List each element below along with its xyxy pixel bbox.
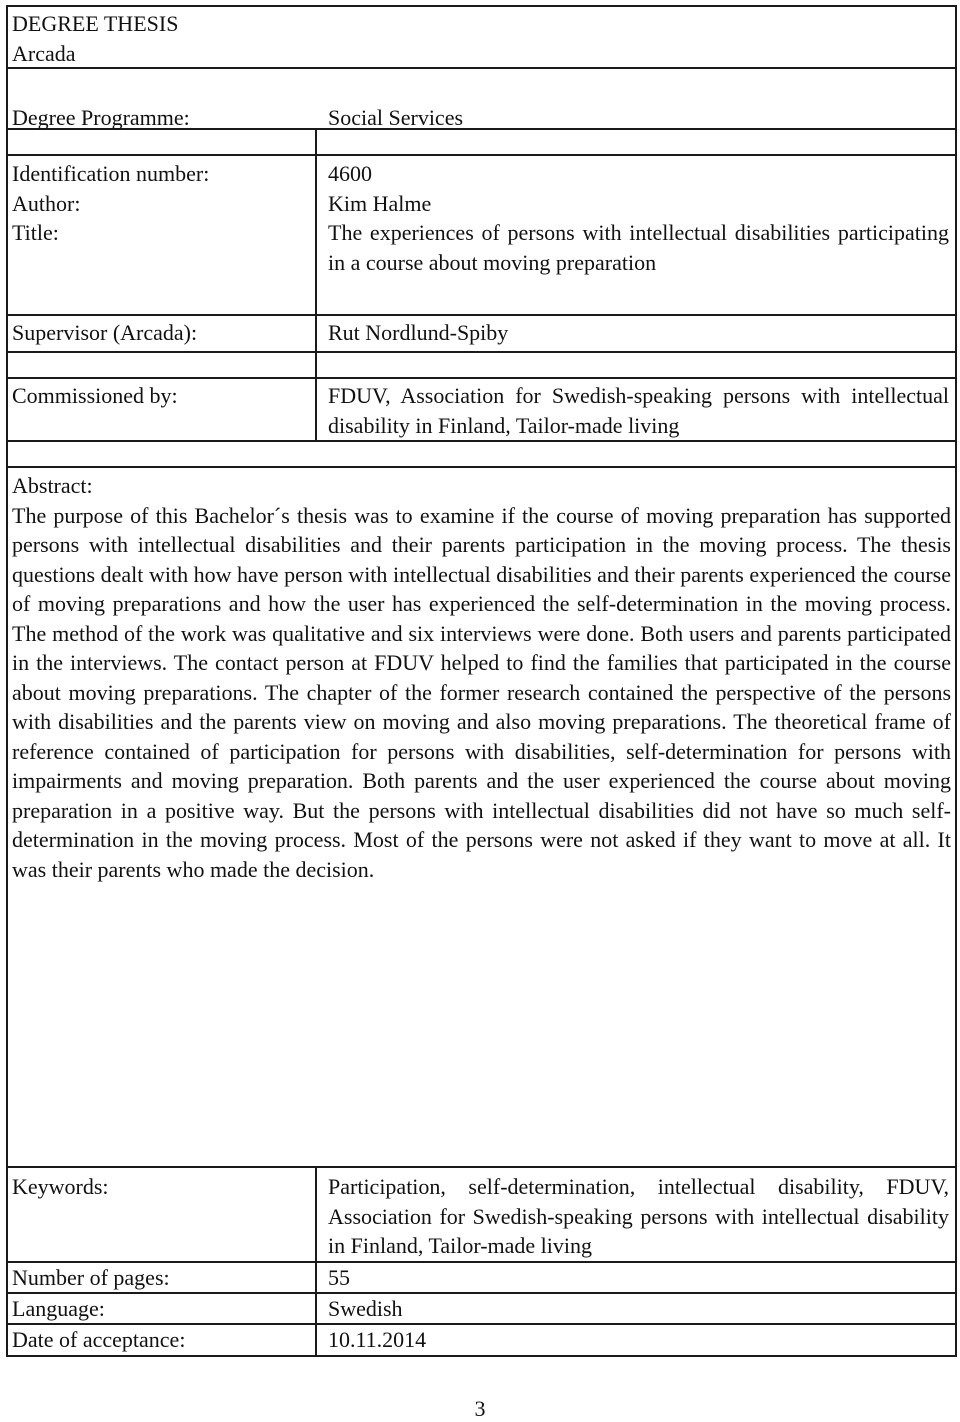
language-label: Language: (12, 1296, 105, 1321)
institution-name: Arcada (12, 40, 76, 66)
commissioned-row (8, 379, 955, 442)
keywords-label: Keywords: (12, 1174, 109, 1199)
spacer-row (8, 353, 955, 379)
acceptance-label: Date of acceptance: (12, 1327, 186, 1352)
identification-value: 4600 (328, 161, 372, 186)
header-block (8, 7, 955, 69)
doc-type: DEGREE THESIS (12, 11, 179, 36)
commissioned-value: FDUV, Association for Swedish-speaking persons with intellectual disability in Finland, Tailor-made living (315, 379, 955, 440)
identification-label: Identification number: (12, 161, 210, 186)
supervisor-label: Supervisor (Arcada): (12, 320, 198, 345)
title-value: The experiences of persons with intellectual disabilities participating in a course about moving preparation (328, 220, 949, 275)
abstract-label: Abstract: (12, 473, 93, 498)
programme-value: Social Services (328, 105, 464, 130)
page-number: 3 (474, 1396, 486, 1421)
pages-value: 55 (315, 1263, 955, 1292)
acceptance-value: 10.11.2014 (315, 1325, 955, 1355)
supervisor-value: Rut Nordlund-Spiby (315, 316, 955, 351)
title-label: Title: (12, 220, 59, 245)
spacer-row (8, 442, 955, 468)
pages-label: Number of pages: (12, 1265, 170, 1290)
thesis-form (6, 5, 957, 1357)
commissioned-label: Commissioned by: (12, 383, 178, 408)
author-label: Author: (12, 190, 81, 216)
abstract-block (8, 468, 955, 1168)
author-value: Kim Halme (328, 190, 432, 216)
pages-row (8, 1263, 955, 1294)
spacer-row (8, 130, 955, 156)
programme-row (8, 69, 955, 130)
programme-label: Degree Programme: (12, 105, 190, 130)
keywords-row (8, 1168, 955, 1263)
acceptance-row (8, 1325, 955, 1355)
language-row (8, 1294, 955, 1325)
abstract-text: The purpose of this Bachelor´s thesis was to examine if the course of moving preparation has supported persons with intellectual disabilities and their parents participation in the moving process. The thesis questions dealt with how have person with intellectual disabilities and their parents experienced the course of moving preparations and how the user has experienced the self-determination in the moving process. The method of the work was qualitative and six interviews were done. Both users and parents participated in the interviews. The contact person at FDUV helped to find the families that participated in the course about moving preparations. The chapter of the former research contained the perspective of the persons with disabilities and the parents view on moving and also moving preparations. The theoretical frame of reference contained of participation for persons with disabilities, self-determination for persons with impairments and moving preparation. Both parents and the user experienced the course about moving preparation in a positive way. But the persons with intellectual disabilities did not have so much self-determination in the moving process. Most of the persons were not asked if they want to move at all. It was their parents who made the decision. (12, 502, 951, 882)
identification-block (8, 156, 955, 316)
supervisor-row (8, 316, 955, 353)
keywords-value: Participation, self-determination, intellectual disability, FDUV, Association for Swedish-speaking persons with intellectual disability in Finland, Tailor-made living (315, 1168, 955, 1261)
language-value: Swedish (315, 1294, 955, 1323)
